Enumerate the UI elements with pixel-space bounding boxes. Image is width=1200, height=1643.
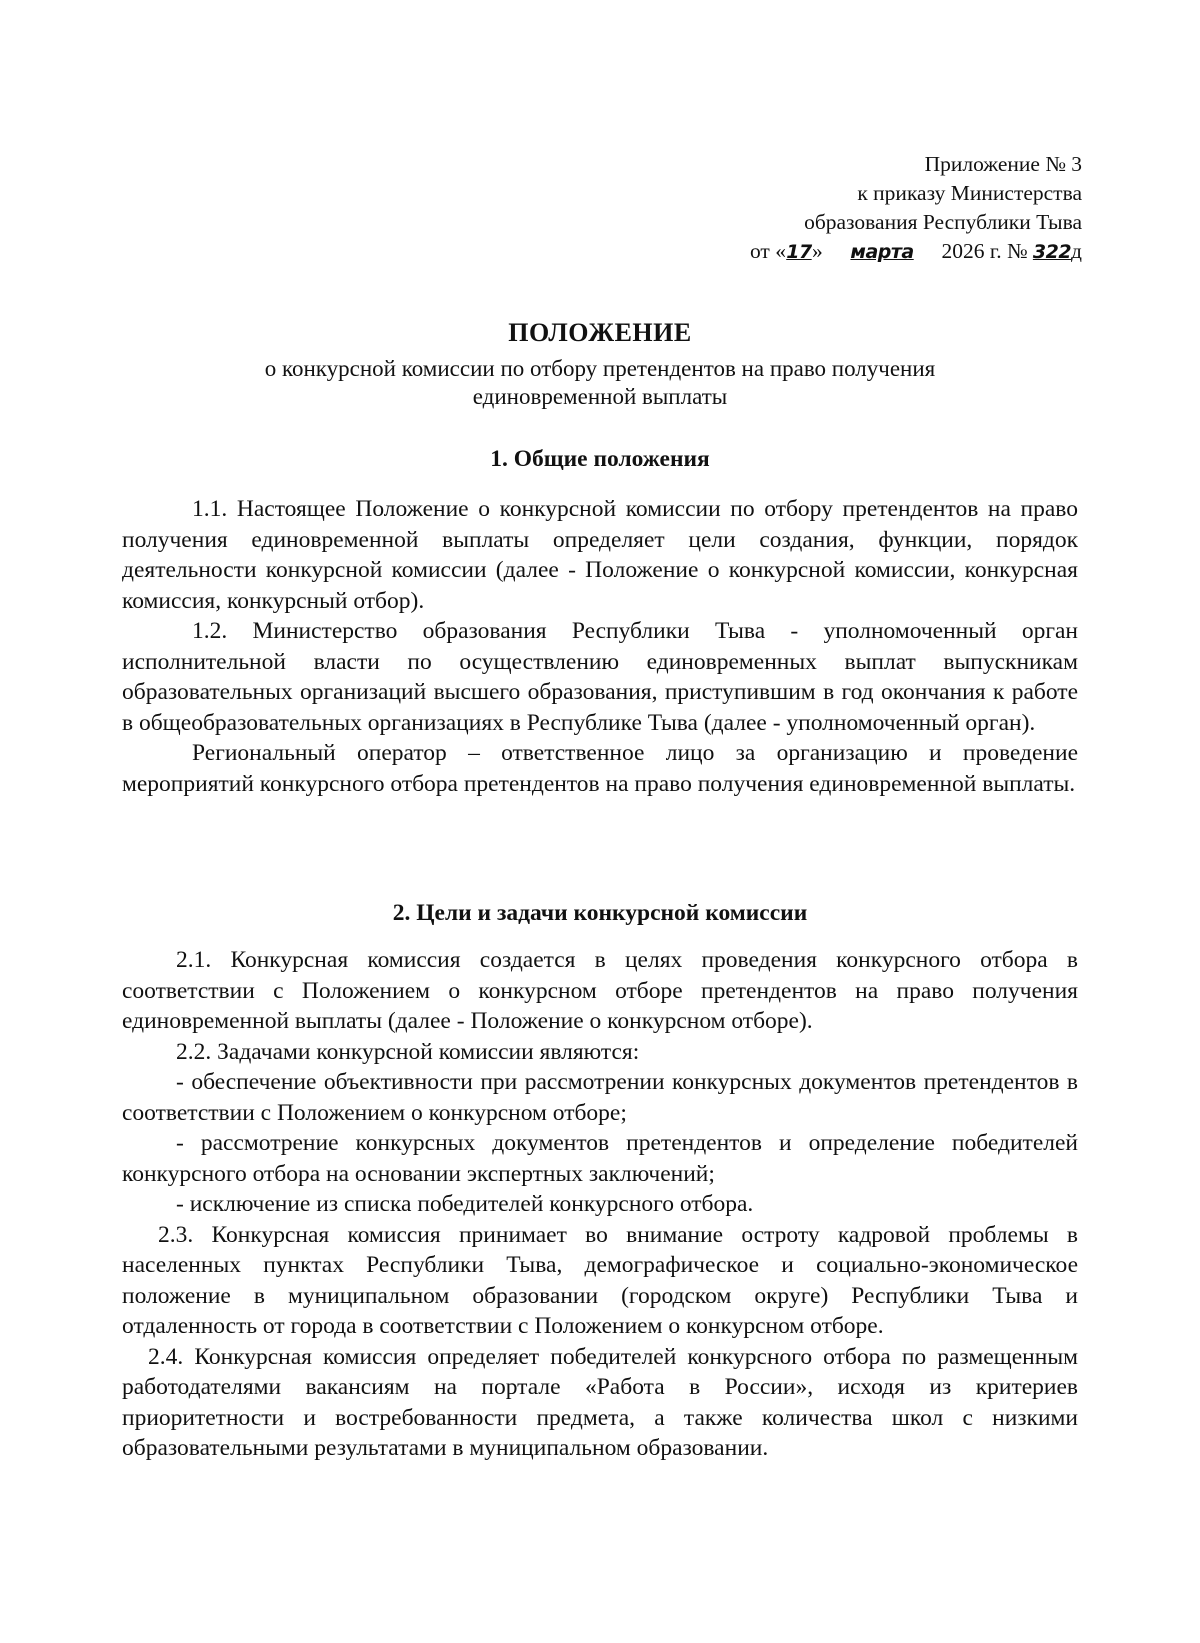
document-subtitle: о конкурсной комиссии по отбору претендентов на право получения единовременной выплаты (264, 356, 936, 409)
handwritten-order-number: 322 (1032, 241, 1072, 263)
handwritten-day: 17 (786, 241, 812, 263)
appendix-ministry: образования Республики Тыва (804, 210, 1082, 234)
task-item-1: - обеспечение объективности при рассмотрении конкурсных документов претендентов в соответствии с Положением о конкурсном отборе; (122, 1069, 1078, 1126)
paragraph-1-1: 1.1. Настоящее Положение о конкурсной комиссии по отбору претендентов на право получения единовременной выплаты определяет цели создания, функции, порядок деятельности конкурсной комиссии (далее - Положение о конкурсной комиссии, конкурсная комиссия, конкурсный отбор). (122, 496, 1078, 614)
paragraph-1-2: 1.2. Министерство образования Республики Тыва - уполномоченный орган исполнительной власти по осуществлению единовременных выплат выпускникам образовательных организаций высшего образования, приступившим в год окончания к работе в общеобразовательных организациях в Республике Тыва (далее - уполномоченный орган). (122, 618, 1078, 736)
section-1-body (122, 494, 1078, 799)
appendix-number: Приложение № 3 (924, 152, 1082, 176)
paragraph-2-3: 2.3. Конкурсная комиссия принимает во внимание остроту кадровой проблемы в населенных пунктах Республики Тыва, демографическое и социально-экономическое положение в муниципальном образовании (городском округе) Республики Тыва и отдаленность от города в соответствии с Положением о конкурсном отборе. (122, 1221, 1078, 1339)
task-item-2: - рассмотрение конкурсных документов претендентов и определение победителей конкурсного отбора на основании экспертных заключений; (122, 1130, 1078, 1187)
section-1-heading: 1. Общие положения (490, 446, 710, 472)
handwritten-month: марта (850, 241, 914, 263)
appendix-date-line (750, 237, 1082, 267)
section-2-heading: 2. Цели и задачи конкурсной комиссии (392, 900, 808, 926)
paragraph-2-2: 2.2. Задачами конкурсной комиссии являются: (176, 1038, 640, 1065)
date-mid: » (811, 239, 823, 263)
task-item-3: - исключение из списка победителей конкурсного отбора. (176, 1191, 754, 1217)
paragraph-2-4: 2.4. Конкурсная комиссия определяет победителей конкурсного отбора по размещенным работодателями вакансиям на портале «Работа в России», исходя из критериев приоритетности и востребованности предмета, а также количества школ с низкими образовательными результатами в муниципальном образовании. (122, 1343, 1078, 1461)
paragraph-regional-operator: Региональный оператор – ответственное лицо за организацию и проведение мероприятий конкурсного отбора претендентов на право получения единовременной выплаты. (122, 740, 1078, 797)
paragraph-2-1: 2.1. Конкурсная комиссия создается в целях проведения конкурсного отбора в соответствии с Положением о конкурсном отборе претендентов на право получения единовременной выплаты (далее - Положение о конкурсном отборе). (122, 947, 1078, 1034)
order-suffix: д (1071, 239, 1082, 263)
appendix-order-ref: к приказу Министерства (857, 181, 1082, 205)
document-title: ПОЛОЖЕНИЕ (508, 318, 692, 347)
date-prefix: от « (749, 239, 786, 263)
appendix-header (750, 150, 1082, 267)
section-2-body (122, 945, 1078, 1464)
date-year: 2026 г. № (941, 239, 1028, 263)
